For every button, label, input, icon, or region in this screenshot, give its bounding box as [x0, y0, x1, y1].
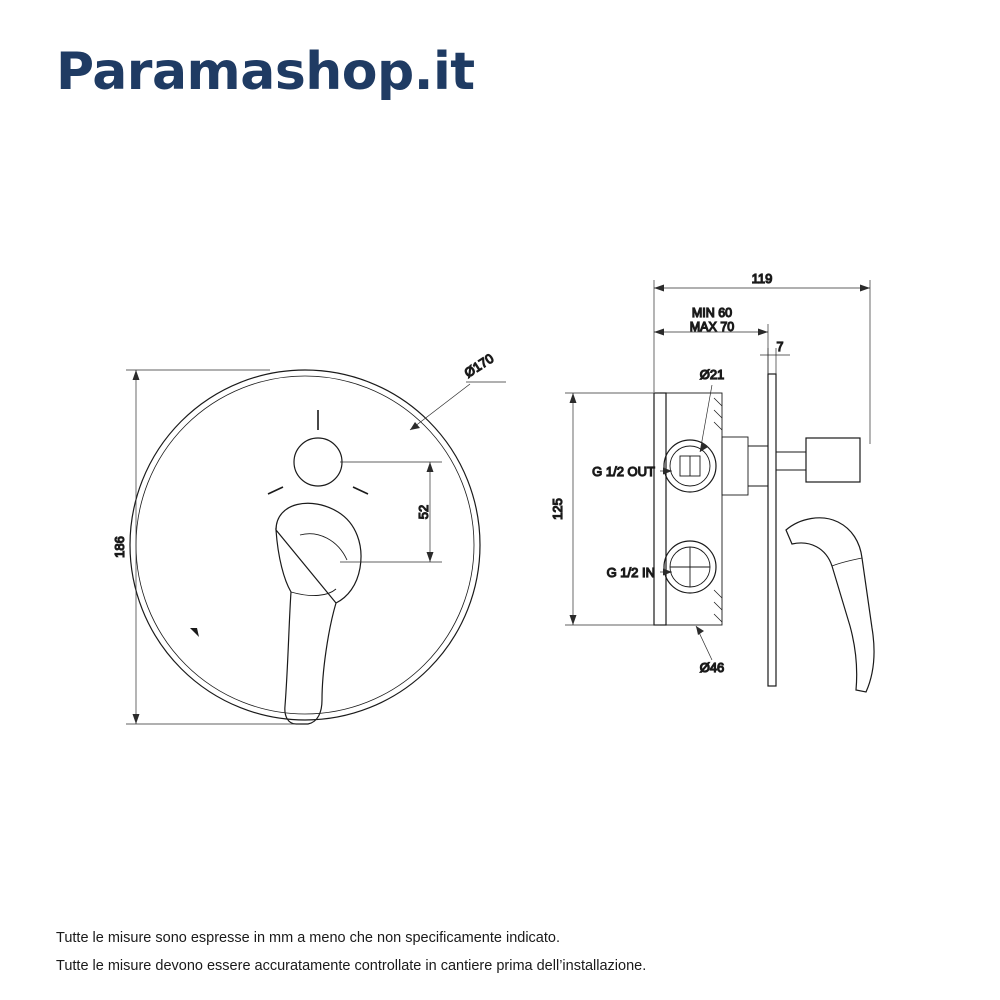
finish-plate: [768, 374, 776, 686]
body-diameter-leader: [696, 626, 712, 660]
body-height-dimension: [565, 393, 660, 625]
brand-logo: Paramashop.it: [56, 42, 475, 102]
cartridge-stem: [722, 437, 748, 495]
side-lever-outline: [786, 518, 874, 692]
front-diameter-leader: [410, 382, 506, 430]
port-diameter-label: Ø21: [699, 367, 725, 382]
diverter-mark-right: [353, 487, 368, 494]
measurement-note-line-1: Tutte le misure sono espresse in mm a meno che non specificamente indicato.: [56, 930, 560, 946]
lever-handle-outline: [276, 530, 336, 724]
lever-cap-line: [300, 534, 347, 560]
depth-dimension-119: [654, 280, 870, 444]
plate-thickness-label: 7: [776, 340, 784, 354]
front-view: [112, 351, 506, 724]
body-height-label: 125: [550, 498, 565, 520]
measurement-note-line-2: Tutte le misure devono essere accuratamente controllate in cantiere prima dell’installazione.: [56, 958, 647, 974]
body-back-plate: [654, 393, 666, 625]
side-lever-inner-line: [832, 558, 862, 566]
outlet-label: G 1/2 OUT: [592, 464, 655, 479]
front-plate-inner-circle: [136, 376, 474, 714]
diverter-mark-left: [268, 487, 283, 494]
front-diameter-label: Ø170: [461, 350, 497, 381]
plate-thickness-dimension: [760, 348, 790, 374]
diverter-knob-side: [806, 438, 860, 482]
body-edge-hatching: [714, 398, 722, 622]
wall-depth-min-label: MIN 60: [691, 306, 733, 320]
front-plate-outer-circle: [130, 370, 480, 720]
diverter-button: [294, 438, 342, 486]
wall-depth-max-label: MAX 70: [689, 320, 735, 334]
depth-dimension-label: 119: [751, 271, 773, 286]
side-view: [550, 271, 874, 692]
front-height-dimension: [126, 370, 300, 724]
front-offset-dimension-label: 52: [416, 504, 431, 520]
inlet-label: G 1/2 IN: [606, 565, 655, 580]
port-diameter-leader: [700, 385, 712, 452]
body-main-block: [666, 393, 722, 625]
body-diameter-label: Ø46: [699, 660, 725, 675]
orientation-arrow: [190, 628, 199, 637]
front-height-dimension-label: 186: [112, 536, 127, 558]
